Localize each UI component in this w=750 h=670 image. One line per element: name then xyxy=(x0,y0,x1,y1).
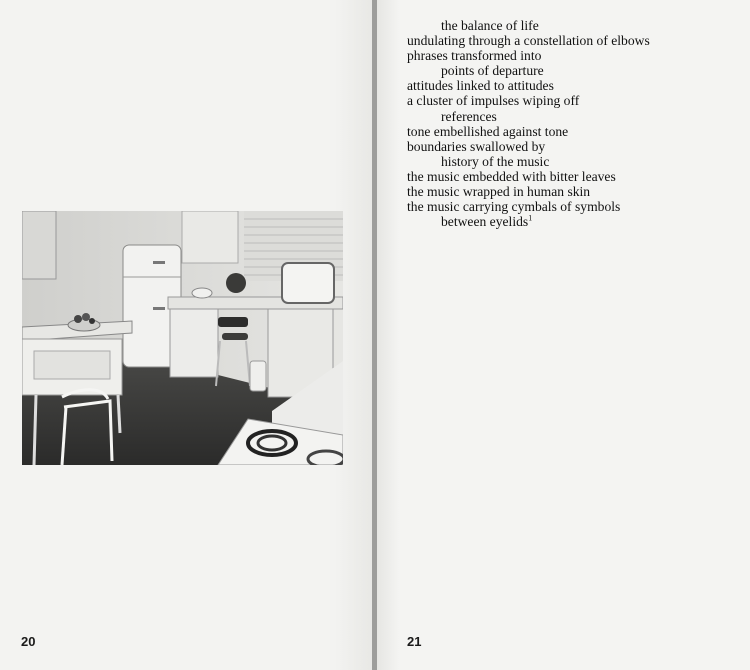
poem-line xyxy=(407,139,737,154)
right-page xyxy=(377,0,750,670)
poem-line-text: the music carrying cymbals of symbols xyxy=(407,199,621,215)
poem-line-text: the balance of life xyxy=(441,18,539,33)
left-page xyxy=(0,0,372,670)
poem-line-text: undulating through a constellation of elbows xyxy=(407,33,650,49)
poem-line-text: attitudes linked to attitudes xyxy=(407,78,554,94)
poem-line-text: a cluster of impulses wiping off xyxy=(407,93,580,109)
poem-line xyxy=(407,214,737,229)
poem-line xyxy=(407,63,737,78)
footnote-marker: 1 xyxy=(528,213,533,223)
poem-text xyxy=(407,18,737,229)
poem-line-text: the music wrapped in human skin xyxy=(407,184,591,200)
poem-line-text: tone embellished against tone xyxy=(407,123,569,139)
poem-line-text: references xyxy=(441,108,497,124)
poem-line xyxy=(407,124,737,139)
poem-line xyxy=(407,199,737,214)
poem-line xyxy=(407,33,737,48)
poem-line-text: the music embedded with bitter leaves xyxy=(407,168,616,184)
poem-line xyxy=(407,78,737,93)
poem-line-text: points of departure xyxy=(441,63,544,79)
poem-line-text: phrases transformed into xyxy=(407,48,542,64)
poem-line xyxy=(407,154,737,169)
poem-line xyxy=(407,169,737,184)
kitchen-photo xyxy=(22,211,343,465)
poem-line xyxy=(407,184,737,199)
poem-line-text: between eyelids xyxy=(441,214,529,230)
poem-line xyxy=(407,93,737,108)
poem-line xyxy=(407,109,737,124)
poem-line xyxy=(407,48,737,63)
poem-line-text: history of the music xyxy=(441,153,550,169)
page-number: 20 xyxy=(21,634,36,649)
poem-line-text: boundaries swallowed by xyxy=(407,138,546,154)
poem-line xyxy=(407,18,737,33)
page-number: 21 xyxy=(407,634,422,649)
